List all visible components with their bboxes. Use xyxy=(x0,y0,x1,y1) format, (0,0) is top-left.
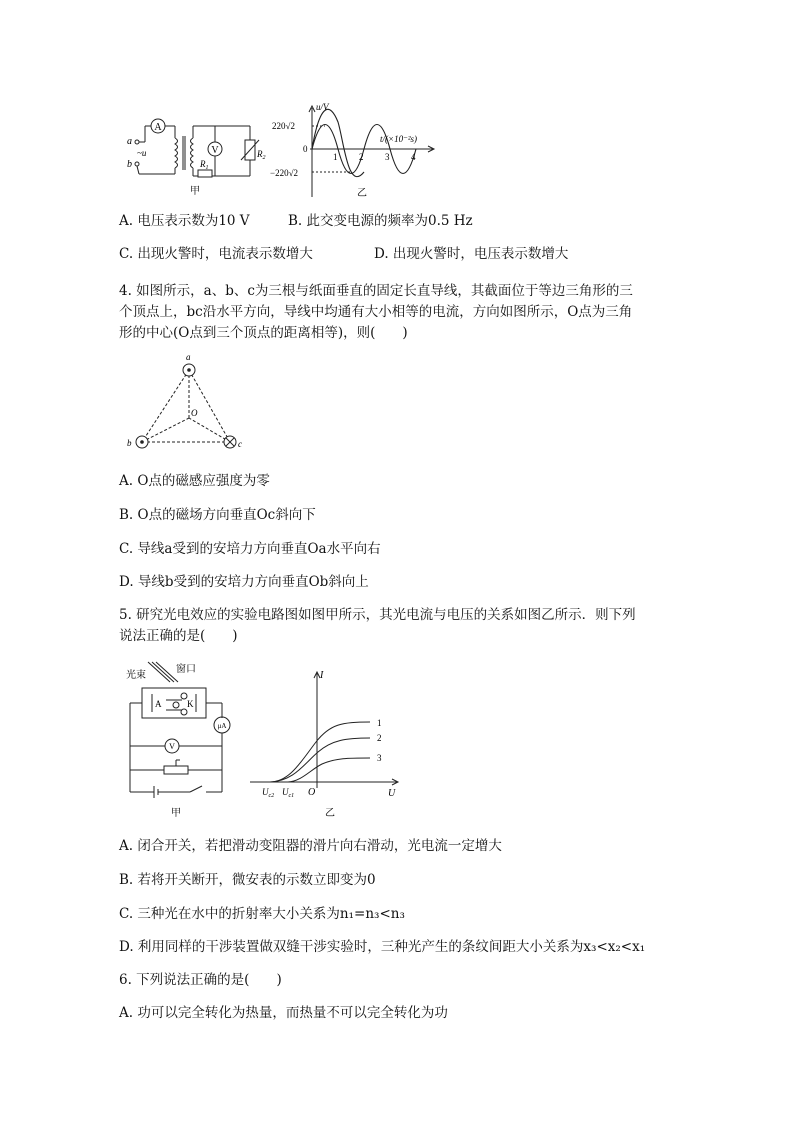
q5-option-d: D. 利用同样的干涉装置做双缝干涉实验时，三种光产生的条纹间距大小关系为x₃<x₂<x₁ xyxy=(119,939,646,955)
cathode-label: K xyxy=(187,699,194,709)
center-o-label: O xyxy=(191,408,198,418)
q5-stem-line2: 说法正确的是( ) xyxy=(119,628,238,644)
curve-1-label: 1 xyxy=(377,718,382,728)
ammeter-label: A xyxy=(154,122,162,133)
tick-1: 1 xyxy=(333,152,338,162)
origin-o-label: O xyxy=(308,787,316,798)
wire-b-label: b xyxy=(127,438,132,448)
y-axis-label: u/V xyxy=(316,102,329,112)
terminal-a-label: a xyxy=(127,136,132,147)
u-axis-label: U xyxy=(388,788,396,799)
q5-photoelectric-circuit xyxy=(118,660,238,820)
tick-4: 4 xyxy=(411,152,416,162)
light-beam-label: 光束 xyxy=(126,670,146,681)
q3-waveform-figure xyxy=(270,102,440,202)
source-u-label: ~u xyxy=(137,148,147,158)
terminal-b-label: b xyxy=(127,159,132,170)
q3-circuit-figure xyxy=(125,112,275,200)
window-label: 窗口 xyxy=(176,664,196,675)
q6-stem: 6. 下列说法正确的是( ) xyxy=(119,972,282,988)
uc1-label: $U_{c1}$ xyxy=(282,787,295,799)
r1-label: $R_1$ xyxy=(200,159,209,171)
q3-option-c: C. 出现火警时，电流表示数增大 xyxy=(119,246,313,262)
tick-2: 2 xyxy=(359,152,364,162)
q4-option-a: A. O点的磁感应强度为零 xyxy=(119,473,270,489)
curve-2-label: 2 xyxy=(377,733,382,743)
q3-caption-yi: 乙 xyxy=(357,188,367,199)
origin-label: 0 xyxy=(303,144,308,154)
q4-stem-line3: 形的中心(O点到三个顶点的距离相等)，则( ) xyxy=(119,325,408,341)
q4-stem-line1: 4. 如图所示，a、b、c为三根与纸面垂直的固定长直导线，其截面位于等边三角形的三 xyxy=(119,283,633,299)
q4-stem-line2: 个顶点上，bc沿水平方向，导线中均通有大小相等的电流，方向如图所示，O点为三角 xyxy=(119,304,633,320)
q5-iv-graph xyxy=(250,660,410,820)
q5-stem-line1: 5. 研究光电效应的实验电路图如图甲所示，其光电流与电压的关系如图乙所示．则下列 xyxy=(119,607,636,623)
x-axis-label: t/(×10⁻²s) xyxy=(380,134,418,144)
peak-positive-label: 220√2 xyxy=(272,121,295,131)
q6-option-a: A. 功可以完全转化为热量，而热量不可以完全转化为功 xyxy=(119,1005,448,1021)
q3-caption-jia: 甲 xyxy=(190,186,200,197)
voltmeter-label-q5: V xyxy=(169,742,175,751)
q5-caption-yi: 乙 xyxy=(325,808,335,819)
q3-option-b: B. 此交变电源的频率为0.5 Hz xyxy=(288,213,473,229)
q4-triangle-figure xyxy=(122,352,247,456)
q3-option-d: D. 出现火警时，电压表示数增大 xyxy=(374,246,569,262)
wire-c-label: c xyxy=(238,439,242,449)
q4-option-d: D. 导线b受到的安培力方向垂直Ob斜向上 xyxy=(119,574,369,590)
q5-option-a: A. 闭合开关，若把滑动变阻器的滑片向右滑动，光电流一定增大 xyxy=(119,838,502,854)
r2-label: $R_2$ xyxy=(257,149,266,161)
q5-caption-jia: 甲 xyxy=(171,808,181,819)
uc2-label: $U_{c2}$ xyxy=(262,787,275,799)
voltmeter-label: V xyxy=(211,145,219,156)
q5-option-c: C. 三种光在水中的折射率大小关系为n₁=n₃<n₃ xyxy=(119,906,405,922)
q4-option-b: B. O点的磁场方向垂直Oc斜向下 xyxy=(119,507,316,523)
anode-label: A xyxy=(155,699,162,709)
curve-3-label: 3 xyxy=(377,753,382,763)
q5-option-b: B. 若将开关断开，微安表的示数立即变为0 xyxy=(119,872,376,888)
microammeter-label: μA xyxy=(217,722,227,730)
tick-3: 3 xyxy=(385,152,390,162)
peak-negative-label: −220√2 xyxy=(270,168,299,178)
q4-option-c: C. 导线a受到的安培力方向垂直Oa水平向右 xyxy=(119,541,381,557)
q3-option-a: A. 电压表示数为10 V xyxy=(119,213,250,229)
i-axis-label: I xyxy=(320,670,324,681)
wire-a-label: a xyxy=(186,352,191,362)
